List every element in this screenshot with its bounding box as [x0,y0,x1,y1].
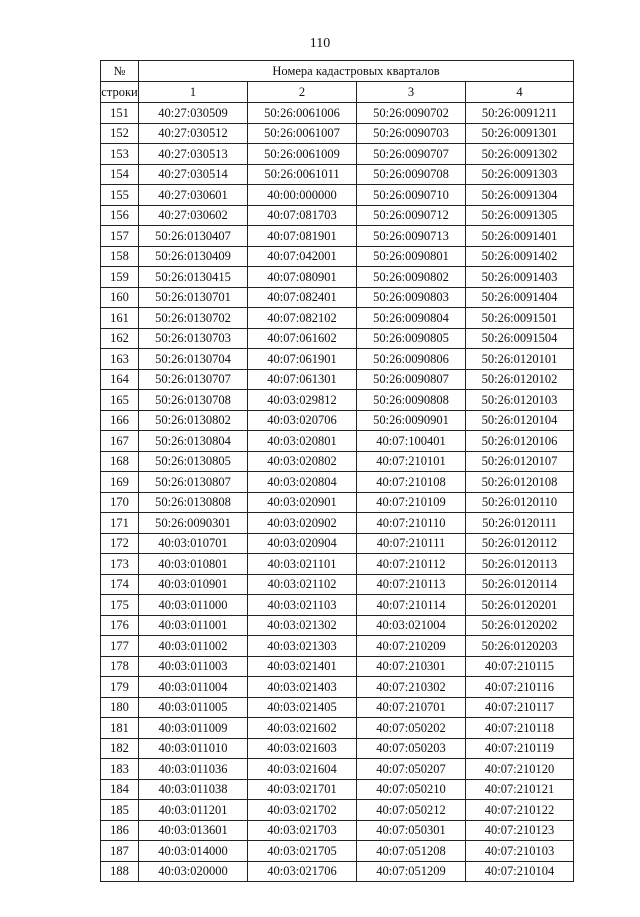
cadastral-number-cell: 40:03:021706 [248,861,357,882]
cadastral-number-cell: 40:03:011004 [139,677,248,698]
row-number-cell: 169 [101,472,139,493]
cadastral-number-cell: 40:03:011000 [139,595,248,616]
cadastral-number-cell: 40:03:021702 [248,800,357,821]
cadastral-number-cell: 50:26:0130415 [139,267,248,288]
table-row [101,574,574,595]
cadastral-number-cell: 50:26:0120112 [466,533,574,554]
cadastral-number-cell: 40:07:061901 [248,349,357,370]
cadastral-number-cell: 40:07:210118 [466,718,574,739]
cadastral-number-cell: 40:03:021102 [248,574,357,595]
row-number-cell: 153 [101,144,139,165]
cadastral-number-cell: 40:03:020901 [248,492,357,513]
cadastral-number-cell: 40:07:210117 [466,697,574,718]
cadastral-number-cell: 50:26:0091501 [466,308,574,329]
row-number-cell: 185 [101,800,139,821]
cadastral-number-cell: 40:07:210112 [357,554,466,575]
table-row [101,554,574,575]
cadastral-number-cell: 50:26:0091302 [466,144,574,165]
column-label-1: 1 [139,82,248,103]
table-row [101,779,574,800]
table-row [101,226,574,247]
table-row [101,369,574,390]
table-row [101,738,574,759]
cadastral-number-cell: 50:26:0090807 [357,369,466,390]
table-body [101,103,574,882]
table-row [101,861,574,882]
cadastral-number-cell: 40:03:021703 [248,820,357,841]
cadastral-number-cell: 50:26:0120106 [466,431,574,452]
row-number-cell: 186 [101,820,139,841]
row-number-cell: 181 [101,718,139,739]
cadastral-number-cell: 50:26:0120111 [466,513,574,534]
cadastral-number-cell: 50:26:0130804 [139,431,248,452]
cadastral-number-cell: 40:07:081703 [248,205,357,226]
cadastral-number-cell: 40:07:210111 [357,533,466,554]
table-row [101,800,574,821]
row-number-cell: 160 [101,287,139,308]
cadastral-number-cell: 50:26:0130407 [139,226,248,247]
table-row [101,656,574,677]
cadastral-number-cell: 40:07:210120 [466,759,574,780]
cadastral-number-cell: 40:03:020804 [248,472,357,493]
row-number-cell: 170 [101,492,139,513]
cadastral-number-cell: 40:07:210701 [357,697,466,718]
table-row [101,718,574,739]
cadastral-number-cell: 40:03:011009 [139,718,248,739]
cadastral-number-cell: 40:03:020801 [248,431,357,452]
cadastral-number-cell: 50:26:0061011 [248,164,357,185]
cadastral-number-cell: 50:26:0130808 [139,492,248,513]
cadastral-number-cell: 50:26:0120110 [466,492,574,513]
table-row [101,267,574,288]
cadastral-number-cell: 50:26:0130409 [139,246,248,267]
row-number-cell: 154 [101,164,139,185]
cadastral-number-cell: 40:27:030512 [139,123,248,144]
cadastral-number-cell: 50:26:0130708 [139,390,248,411]
cadastral-number-cell: 40:07:210104 [466,861,574,882]
cadastral-quarters-table [100,60,574,882]
cadastral-number-cell: 40:07:210109 [357,492,466,513]
cadastral-number-cell: 40:03:010901 [139,574,248,595]
cadastral-number-cell: 40:07:210119 [466,738,574,759]
cadastral-number-cell: 40:27:030513 [139,144,248,165]
cadastral-number-cell: 50:26:0090804 [357,308,466,329]
row-number-cell: 183 [101,759,139,780]
cadastral-number-cell: 40:03:011003 [139,656,248,677]
row-number-cell: 165 [101,390,139,411]
table-row [101,185,574,206]
table-row [101,697,574,718]
cadastral-number-cell: 40:07:051209 [357,861,466,882]
cadastral-number-cell: 40:27:030509 [139,103,248,124]
cadastral-number-cell: 50:26:0120203 [466,636,574,657]
row-number-cell: 159 [101,267,139,288]
table-row [101,820,574,841]
cadastral-number-cell: 50:26:0090803 [357,287,466,308]
table-row [101,287,574,308]
cadastral-number-cell: 40:07:210114 [357,595,466,616]
cadastral-number-cell: 50:26:0091301 [466,123,574,144]
cadastral-number-cell: 50:26:0090808 [357,390,466,411]
cadastral-number-cell: 50:26:0130703 [139,328,248,349]
cadastral-number-cell: 40:03:020802 [248,451,357,472]
cadastral-number-cell: 40:03:021405 [248,697,357,718]
row-number-cell: 171 [101,513,139,534]
cadastral-number-cell: 40:07:210116 [466,677,574,698]
cadastral-number-cell: 40:07:061602 [248,328,357,349]
row-number-cell: 173 [101,554,139,575]
row-number-cell: 158 [101,246,139,267]
table-row [101,308,574,329]
cadastral-number-cell: 40:07:051208 [357,841,466,862]
row-number-cell: 168 [101,451,139,472]
cadastral-number-cell: 40:03:011038 [139,779,248,800]
cadastral-number-cell: 50:26:0090712 [357,205,466,226]
cadastral-number-cell: 50:26:0120202 [466,615,574,636]
cadastral-number-cell: 50:26:0090801 [357,246,466,267]
row-number-cell: 175 [101,595,139,616]
cadastral-number-cell: 40:03:021401 [248,656,357,677]
row-number-header-bottom: строки [101,82,139,103]
cadastral-number-cell: 50:26:0090806 [357,349,466,370]
cadastral-number-cell: 50:26:0120102 [466,369,574,390]
cadastral-number-cell: 50:26:0130702 [139,308,248,329]
row-number-cell: 164 [101,369,139,390]
cadastral-number-cell: 40:03:020902 [248,513,357,534]
row-number-cell: 162 [101,328,139,349]
table-row [101,759,574,780]
cadastral-number-cell: 40:03:021101 [248,554,357,575]
row-number-cell: 176 [101,615,139,636]
cadastral-number-cell: 40:07:210113 [357,574,466,595]
cadastral-number-cell: 40:07:050207 [357,759,466,780]
cadastral-number-cell: 40:27:030601 [139,185,248,206]
cadastral-number-cell: 40:07:210108 [357,472,466,493]
cadastral-number-cell: 40:03:011036 [139,759,248,780]
table-row [101,164,574,185]
row-number-cell: 178 [101,656,139,677]
cadastral-number-cell: 40:03:021701 [248,779,357,800]
cadastral-number-cell: 40:03:011010 [139,738,248,759]
cadastral-number-cell: 40:07:042001 [248,246,357,267]
cadastral-number-cell: 50:26:0120107 [466,451,574,472]
cadastral-number-cell: 40:03:011002 [139,636,248,657]
table-row [101,513,574,534]
cadastral-number-cell: 40:07:081901 [248,226,357,247]
cadastral-number-cell: 40:03:021004 [357,615,466,636]
table-row [101,841,574,862]
cadastral-number-cell: 40:03:020904 [248,533,357,554]
cadastral-number-cell: 50:26:0091211 [466,103,574,124]
cadastral-number-cell: 40:07:210115 [466,656,574,677]
cadastral-number-cell: 40:03:014000 [139,841,248,862]
cadastral-number-cell: 40:03:013601 [139,820,248,841]
row-number-cell: 156 [101,205,139,226]
table-row [101,390,574,411]
table-row [101,431,574,452]
cadastral-number-cell: 40:03:021705 [248,841,357,862]
cadastral-number-cell: 40:07:210103 [466,841,574,862]
cadastral-number-cell: 50:26:0061007 [248,123,357,144]
cadastral-number-cell: 40:27:030514 [139,164,248,185]
table-row [101,451,574,472]
cadastral-number-cell: 50:26:0120104 [466,410,574,431]
table-row [101,636,574,657]
cadastral-number-cell: 40:27:030602 [139,205,248,226]
row-number-cell: 161 [101,308,139,329]
cadastral-number-cell: 50:26:0091404 [466,287,574,308]
column-label-4: 4 [466,82,574,103]
cadastral-number-cell: 50:26:0091401 [466,226,574,247]
cadastral-number-cell: 40:03:021602 [248,718,357,739]
cadastral-number-cell: 40:03:021604 [248,759,357,780]
cadastral-number-cell: 40:07:210121 [466,779,574,800]
cadastral-number-cell: 40:03:011201 [139,800,248,821]
cadastral-number-cell: 50:26:0130802 [139,410,248,431]
cadastral-number-cell: 50:26:0090713 [357,226,466,247]
cadastral-number-cell: 50:26:0061006 [248,103,357,124]
table-row [101,205,574,226]
row-number-cell: 182 [101,738,139,759]
cadastral-number-cell: 50:26:0130704 [139,349,248,370]
table-row [101,123,574,144]
cadastral-number-cell: 50:26:0091402 [466,246,574,267]
table-row [101,595,574,616]
row-number-cell: 187 [101,841,139,862]
cadastral-number-cell: 40:07:210101 [357,451,466,472]
cadastral-number-cell: 50:26:0130707 [139,369,248,390]
row-number-cell: 155 [101,185,139,206]
row-number-cell: 166 [101,410,139,431]
cadastral-number-cell: 40:07:210301 [357,656,466,677]
cadastral-number-cell: 40:07:050212 [357,800,466,821]
cadastral-number-cell: 50:26:0120108 [466,472,574,493]
cadastral-number-cell: 40:07:082401 [248,287,357,308]
cadastral-number-cell: 50:26:0120114 [466,574,574,595]
cadastral-number-cell: 50:26:0120101 [466,349,574,370]
cadastral-number-cell: 40:07:210209 [357,636,466,657]
column-label-3: 3 [357,82,466,103]
cadastral-number-cell: 50:26:0090301 [139,513,248,534]
row-number-cell: 180 [101,697,139,718]
cadastral-number-cell: 40:03:021302 [248,615,357,636]
cadastral-number-cell: 50:26:0090707 [357,144,466,165]
cadastral-number-cell: 40:07:061301 [248,369,357,390]
cadastral-number-cell: 50:26:0090708 [357,164,466,185]
cadastral-number-cell: 40:03:021103 [248,595,357,616]
table-row [101,615,574,636]
cadastral-number-cell: 40:03:021603 [248,738,357,759]
table-row [101,328,574,349]
cadastral-number-cell: 40:07:080901 [248,267,357,288]
row-number-cell: 179 [101,677,139,698]
row-number-cell: 163 [101,349,139,370]
row-number-cell: 152 [101,123,139,144]
cadastral-number-cell: 50:26:0090702 [357,103,466,124]
cadastral-number-cell: 50:26:0120201 [466,595,574,616]
table-row [101,410,574,431]
cadastral-number-cell: 40:07:082102 [248,308,357,329]
cadastral-number-cell: 50:26:0090802 [357,267,466,288]
row-number-cell: 157 [101,226,139,247]
cadastral-number-cell: 50:26:0091303 [466,164,574,185]
cadastral-number-cell: 50:26:0091305 [466,205,574,226]
cadastral-number-cell: 50:26:0090805 [357,328,466,349]
row-number-cell: 177 [101,636,139,657]
cadastral-number-cell: 40:07:100401 [357,431,466,452]
cadastral-number-cell: 40:03:011005 [139,697,248,718]
page-number: 110 [309,36,331,51]
cadastral-number-cell: 50:26:0091504 [466,328,574,349]
cadastral-number-cell: 40:07:210123 [466,820,574,841]
table-row [101,492,574,513]
row-number-header-top: № [101,61,139,82]
table-row [101,144,574,165]
table-header [101,61,574,103]
cadastral-number-cell: 50:26:0090901 [357,410,466,431]
cadastral-number-cell: 40:07:210122 [466,800,574,821]
row-number-cell: 184 [101,779,139,800]
cadastral-number-cell: 40:07:210110 [357,513,466,534]
cadastral-number-cell: 40:03:010801 [139,554,248,575]
cadastral-number-cell: 50:26:0130807 [139,472,248,493]
cadastral-number-cell: 50:26:0091403 [466,267,574,288]
cadastral-number-cell: 40:03:029812 [248,390,357,411]
cadastral-number-cell: 50:26:0130805 [139,451,248,472]
cadastral-number-cell: 40:07:210302 [357,677,466,698]
cadastral-number-cell: 50:26:0120113 [466,554,574,575]
table-row [101,533,574,554]
cadastral-number-cell: 40:07:050301 [357,820,466,841]
row-number-cell: 174 [101,574,139,595]
cadastral-number-cell: 40:07:050203 [357,738,466,759]
cadastral-number-cell: 40:00:000000 [248,185,357,206]
table-row [101,349,574,370]
cadastral-number-cell: 40:03:021403 [248,677,357,698]
row-number-cell: 151 [101,103,139,124]
table-row [101,677,574,698]
table-row [101,246,574,267]
cadastral-number-cell: 50:26:0061009 [248,144,357,165]
cadastral-number-cell: 50:26:0090710 [357,185,466,206]
row-number-cell: 188 [101,861,139,882]
cadastral-number-cell: 40:03:010701 [139,533,248,554]
table-row [101,103,574,124]
table-row [101,472,574,493]
cadastral-number-cell: 40:03:011001 [139,615,248,636]
column-label-2: 2 [248,82,357,103]
cadastral-number-cell: 50:26:0091304 [466,185,574,206]
cadastral-number-cell: 40:03:020706 [248,410,357,431]
cadastral-number-cell: 50:26:0130701 [139,287,248,308]
row-number-cell: 167 [101,431,139,452]
row-number-cell: 172 [101,533,139,554]
cadastral-number-cell: 40:07:050202 [357,718,466,739]
cadastral-number-cell: 40:03:020000 [139,861,248,882]
cadastral-number-cell: 40:07:050210 [357,779,466,800]
cadastral-number-cell: 50:26:0120103 [466,390,574,411]
cadastral-number-cell: 40:03:021303 [248,636,357,657]
cadastral-number-cell: 50:26:0090703 [357,123,466,144]
group-title: Номера кадастровых кварталов [139,61,574,82]
